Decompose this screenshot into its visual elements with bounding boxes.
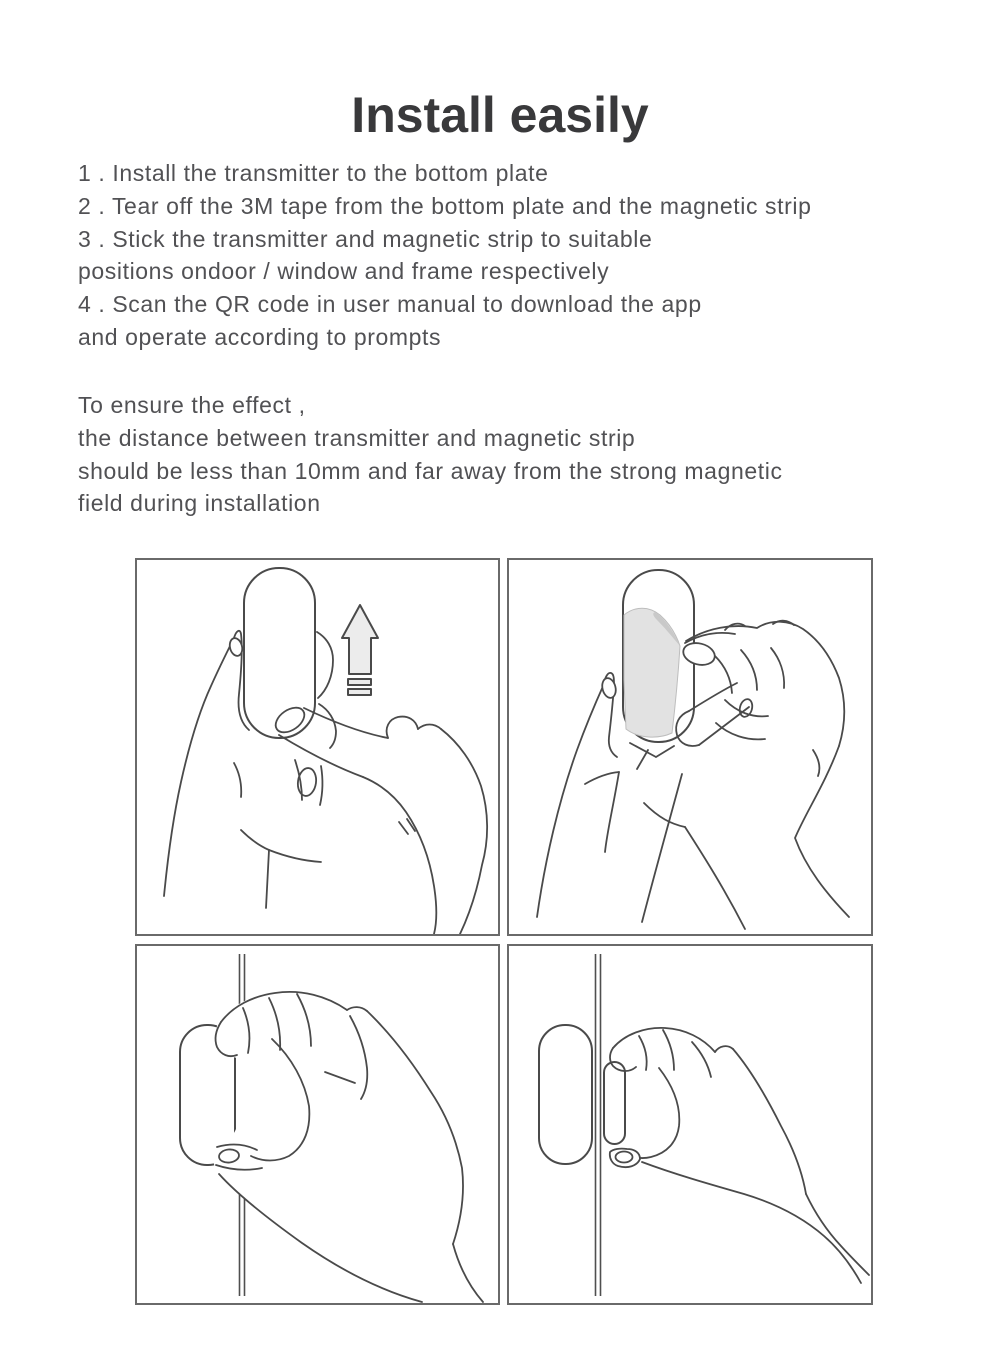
note-line-3: should be less than 10mm and far away from the strong magnetic [78,457,783,484]
step-line-4: 4 . Scan the QR code in user manual to download the app [78,291,702,318]
panel-stick-transmitter [135,944,500,1305]
transmitter-outline [539,1025,592,1164]
install-note [78,389,783,520]
adhesive-film [624,608,680,737]
step-line-1: 1 . Install the transmitter to the bottom plate [78,160,549,186]
page-title: Install easily [351,87,649,143]
step-line-4b: and operate according to prompts [78,323,442,350]
note-line-4: field during installation [78,490,321,517]
install-steps [78,157,812,354]
note-line-1: To ensure the effect , [78,392,306,418]
hand-silhouette [214,990,497,1303]
panel-slide-transmitter [135,558,500,936]
step-line-2: 2 . Tear off the 3M tape from the bottom plate and the magnetic strip [78,192,812,219]
panel-stick-magnetic-strip [507,944,873,1305]
hand-silhouette [606,1027,867,1303]
up-arrow-icon [342,605,378,695]
note-line-2: the distance between transmitter and magnetic strip [78,424,636,451]
left-hand-illustration [537,673,619,917]
step-line-3: 3 . Stick the transmitter and magnetic strip to suitable [78,225,653,252]
step-line-3b: positions ondoor / window and frame respectively [78,258,610,285]
illustration-stick-strip [509,946,871,1303]
illustration-peel-tape [509,560,871,934]
door-frame-line [596,954,601,1296]
panel-peel-tape [507,558,873,936]
magnetic-strip-outline [604,1062,625,1144]
illustration-grid [135,558,873,1305]
illustration-stick-transmitter [137,946,498,1303]
illustration-slide-transmitter [137,560,498,934]
